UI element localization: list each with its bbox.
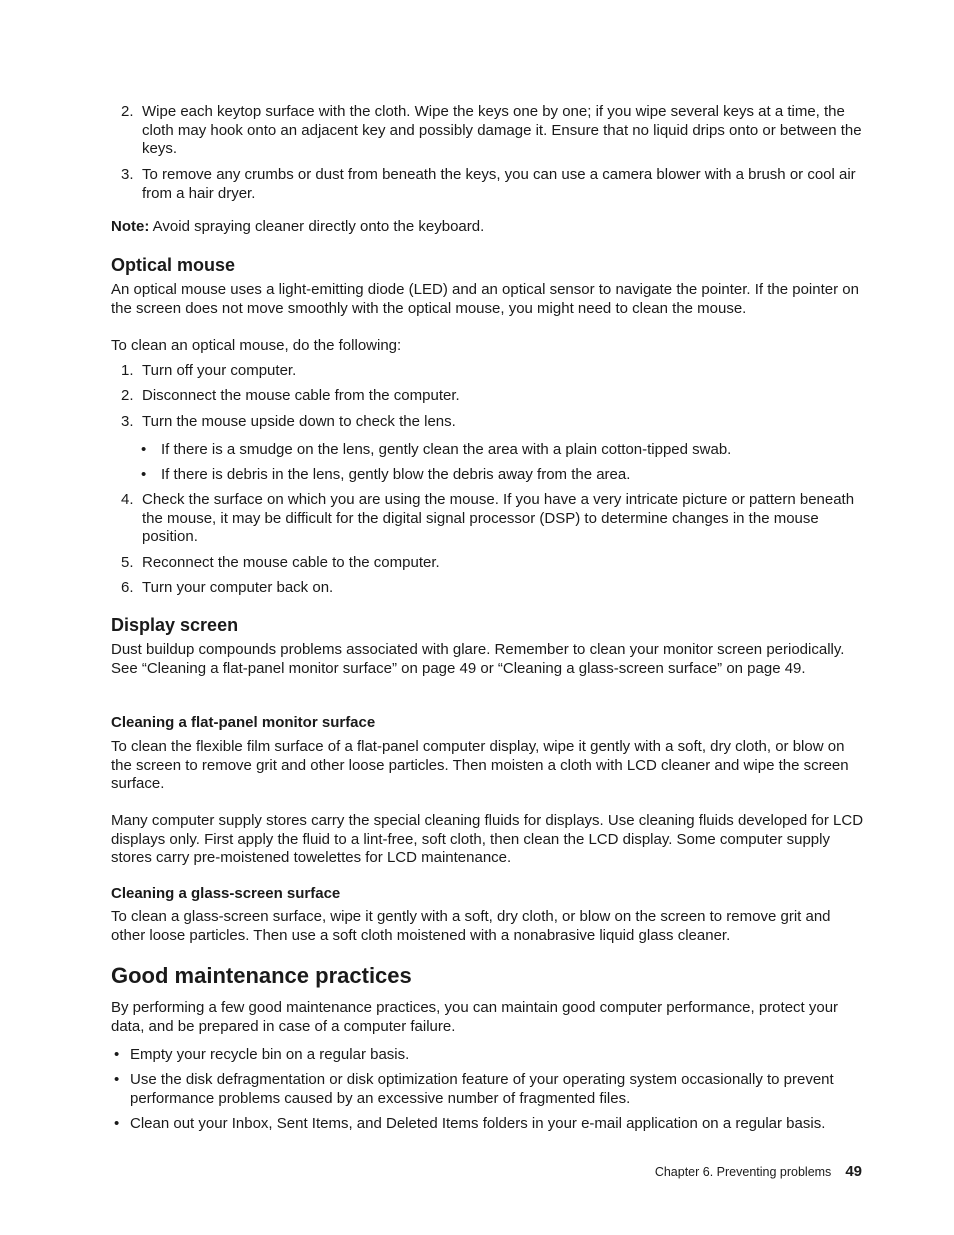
bullet-icon: •: [114, 1071, 120, 1088]
bullet-icon: •: [141, 441, 147, 458]
document-page: 2. Wipe each keytop surface with the cloth. Wipe the keys one by one; if you wipe several keys at a time, the cloth may hook onto an adjacent key and possibly damage it. Ensure that no liquid drips onto or between the keys. 3. To remove any crumbs or dust from beneath the keys, you can use a camera blower with a brush or cool air from a hair dryer. Note: Avoid spraying cleaner directly onto the keyboard. Optical mouse An optical mouse uses a light-emitting diode (LED) and an optical sensor to navigate the pointer. If the pointer on the screen does not move smoothly with the optical mouse, you might need to clean the mouse. To clean an optical mouse, do the following: 1. Turn off your computer. 2. Disconnect the mouse cable from the computer. 3. Turn the mouse upside down to check the lens. • If there is a smudge on the lens, gently clean the area with a plain cotton-tipped swab. • If there is debris in the lens, gently blow the debris away from the area. 4. Check the surface on which you are using the mouse. If you have a very intricate picture or pattern beneath the mouse, it may be difficult for the digital signal processor (DSP) to determine changes in the mouse position. 5. Reconnect the mouse cable to the computer. 6. Turn your computer back on. Display screen Dust buildup compounds problems associated with glare. Remember to clean your monitor screen periodically. See “Cleaning a flat-panel monitor surface” on page 49 or “Cleaning a glass-screen surface” on page 49. Cleaning a flat-panel monitor surface To clean the flexible film surface of a flat-panel computer display, wipe it gently with a soft, dry cloth, or blow on the screen to remove grit and other loose particles. Then moisten a cloth with LCD cleaner and wipe the screen surface. Many computer supply stores carry the special cleaning fluids for displays. Use cleaning fluids developed for LCD displays only. First apply the fluid to a lint-free, soft cloth, then clean the LCD display. Some computer supply stores carry pre-moistened towelettes for LCD maintenance. Cleaning a glass-screen surface To clean a glass-screen surface, wipe it gently with a soft, dry cloth, or blow on the screen to remove grit and other loose particles. Then use a soft cloth moistened with a nonabrasive liquid glass cleaner. Good maintenance practices By performing a few good maintenance practices, you can maintain good computer performance, protect your data, and be prepared in case of a computer failure. • Empty your recycle bin on a regular basis. • Use the disk defragmentation or disk optimization feature of your operating system occasionally to prevent performance problems caused by an excessive number of fragmented files. • Clean out your Inbox, Sent Items, and Deleted Items folders in your e-mail application on a regular basis. Chapter 6. Preventing problems 49: [0, 0, 954, 1235]
page-footer: [600, 1163, 862, 1180]
note: [111, 218, 866, 237]
subsection-heading: Cleaning a flat-panel monitor surface: [111, 714, 376, 731]
section-heading: Display screen: [111, 615, 239, 635]
bullet-icon: •: [114, 1115, 120, 1132]
paragraph: To clean the flexible film surface of a flat-panel computer display, wipe it gently with a soft, dry cloth, or blow on the screen to remove grit and other loose particles. Then moisten a cloth with LCD cleaner and wipe the screen surface.: [111, 738, 849, 792]
paragraph: To clean an optical mouse, do the following:: [111, 337, 402, 354]
note-text: Avoid spraying cleaner directly onto the keyboard.: [152, 218, 485, 235]
bullet-icon: •: [141, 466, 147, 483]
subsection-heading: Cleaning a glass-screen surface: [111, 885, 341, 902]
page-number: 49: [845, 1163, 862, 1180]
paragraph: Many computer supply stores carry the special cleaning fluids for displays. Use cleaning fluids developed for LCD displays only. First apply the fluid to a lint-free, soft cloth, then clean the LCD display. Some computer supply stores carry pre-moistened towelettes for LCD maintenance.: [111, 812, 864, 866]
footer-chapter: Chapter 6. Preventing problems: [654, 1165, 832, 1179]
paragraph: To clean a glass-screen surface, wipe it gently with a soft, dry cloth, or blow on the screen to remove grit and other loose particles. Then use a soft cloth moistened with a nonabrasive liquid glass cleaner.: [111, 908, 831, 944]
bullet-icon: •: [114, 1046, 120, 1063]
paragraph: By performing a few good maintenance practices, you can maintain good computer performance, protect your data, and be prepared in case of a computer failure.: [111, 999, 839, 1035]
note-label: Note:: [111, 218, 150, 235]
section-heading: Optical mouse: [111, 255, 236, 275]
paragraph: Dust buildup compounds problems associated with glare. Remember to clean your monitor screen periodically. See “Cleaning a flat-panel monitor surface” on page 49 or “Cleaning a glass-screen surface” on page 49.: [111, 641, 845, 677]
paragraph: An optical mouse uses a light-emitting diode (LED) and an optical sensor to navigate the pointer. If the pointer on the screen does not move smoothly with the optical mouse, you might need to clean the mouse.: [111, 281, 859, 317]
page-title: Good maintenance practices: [111, 963, 412, 988]
